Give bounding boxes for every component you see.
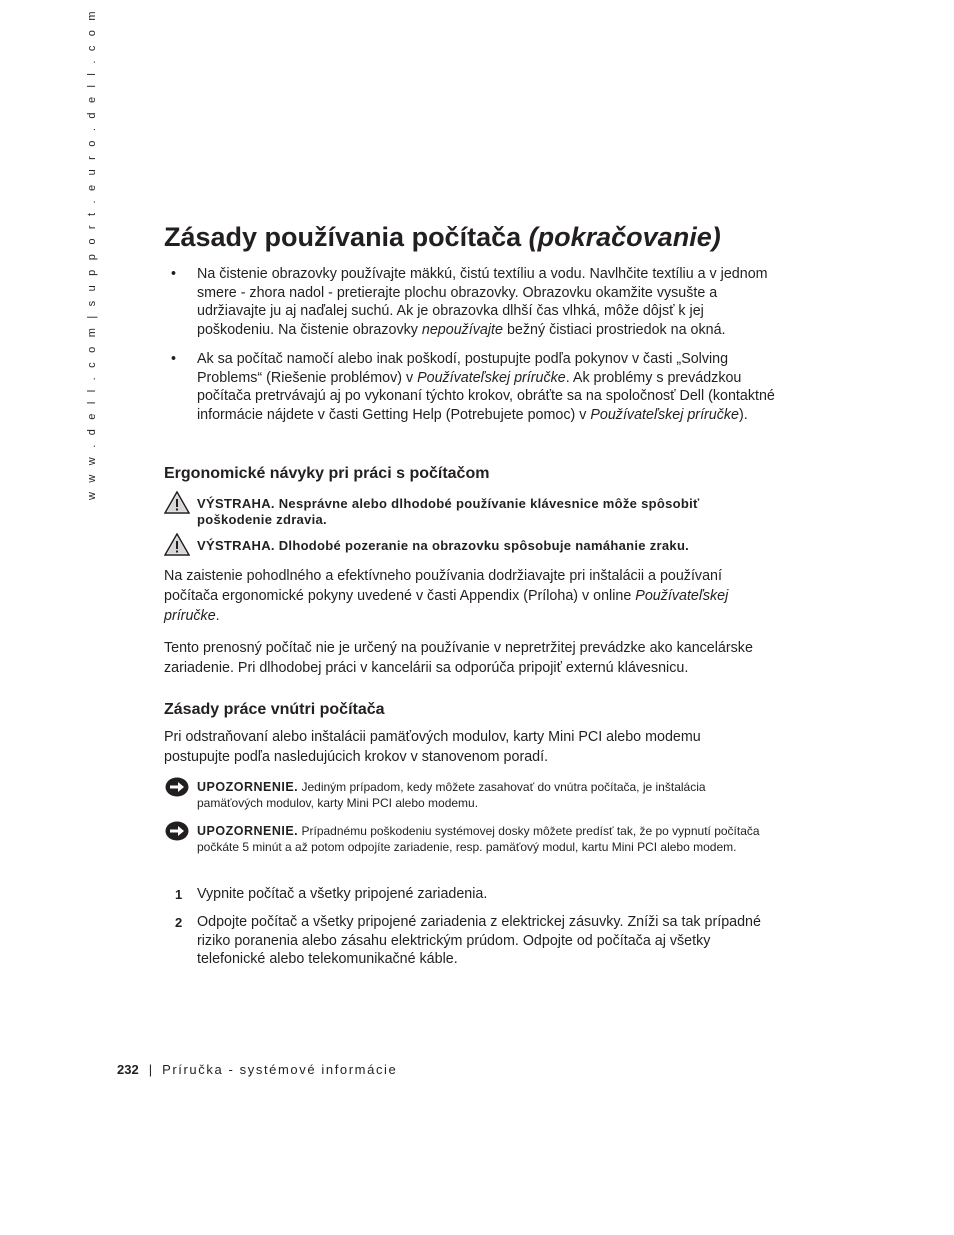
side-url: w w w . d e l l . c o m | s u p p o r t . e u r o . d e l l . c o m (86, 8, 98, 500)
footer-title: Príručka - systémové informácie (162, 1062, 398, 1077)
step-number: 1 (175, 887, 183, 902)
page-number: 232 (117, 1062, 139, 1077)
warning-keyboard: VÝSTRAHA. Nesprávne alebo dlhodobé používanie klávesnice môže spôsobiť poškodenie zdravia. (197, 496, 700, 527)
page-title: Zásady používania počítača (pokračovanie) (164, 222, 721, 252)
notice-icon (165, 821, 189, 841)
step-number: 2 (175, 915, 183, 930)
footer-separator: | (148, 1062, 153, 1077)
paragraph-intro-steps: Pri odstraňovaní alebo inštalácii pamäťových modulov, karty Mini PCI alebo modemu postupujte podľa nasledujúcich krokov v stanovenom poradí. (164, 729, 701, 765)
paragraph-ergonomic-guidelines: Na zaistenie pohodlného a efektívneho používania dodržiavajte pri inštalácii a používaní počítača ergonomické pokyny uvedené v časti Appendix (Príloha) v online Používateľskej príručke. (164, 568, 729, 624)
notice-memory-modules: UPOZORNENIE. Jediným prípadom, kedy môžete zasahovať do vnútra počítača, je inštalácia pamäťových modulov, karty Mini PCI alebo modemu. (197, 780, 706, 810)
notice-system-board: UPOZORNENIE. Prípadnému poškodeniu systémovej dosky môžete predísť tak, že po vypnutí počítača počkáte 5 minút a až potom odpojíte zariadenie, resp. pamäťový modul, kartu Mini PCI alebo modem. (197, 824, 760, 854)
section-heading-ergonomics: Ergonomické návyky pri práci s počítačom (164, 465, 490, 482)
bullet-item-damage: Ak sa počítač namočí alebo inak poškodí, postupujte podľa pokynov v časti „Solving Problems“ (Riešenie problémov) v Používateľskej príručke. Ak problémy s prevádzkou počítača pretrvávajú aj po vykonaní týchto krokov, obráťte sa na spoločnosť Dell (kontaktné informácie nájdete v časti Getting Help (Potrebujete pomoc) v Používateľskej príručke). (197, 351, 775, 423)
warning-screen: VÝSTRAHA. Dlhodobé pozeranie na obrazovku spôsobuje namáhanie zraku. (197, 538, 690, 553)
notice-icon (165, 777, 189, 797)
warning-triangle-icon (164, 533, 190, 556)
bullet-item-screen-cleaning: Na čistenie obrazovky používajte mäkkú, čistú textíliu a vodu. Navlhčite textíliu a v jednom smere - zhora nadol - pretierajte plochu obrazovky. Obrazovku okamžite vysušte a udržiavajte ju aj naďalej suchú. Ak je obrazovka dlhší čas vlhká, môže dôjsť k jej poškodeniu. Na čistenie obrazovky nepoužívajte bežný čistiaci prostriedok na okná. (197, 266, 768, 338)
bullet-marker: • (171, 351, 177, 367)
page-footer (117, 1062, 397, 1077)
step-text: Odpojte počítač a všetky pripojené zariadenia z elektrickej zásuvky. Zníži sa tak prípadné riziko poranenia alebo zásahu elektrickým prúdom. Odpojte od počítača aj všetky telefonické alebo telekomunikačné káble. (197, 914, 761, 967)
section-heading-inside-computer: Zásady práce vnútri počítača (164, 701, 385, 718)
bullet-marker: • (171, 266, 177, 282)
paragraph-continuous-use: Tento prenosný počítač nie je určený na používanie v nepretržitej prevádzke ako kancelárske zariadenie. Pri dlhodobej práci v kancelárii sa odporúča pripojiť externú klávesnicu. (164, 640, 753, 676)
step-text: Vypnite počítač a všetky pripojené zariadenia. (197, 886, 488, 902)
warning-triangle-icon (164, 491, 190, 514)
